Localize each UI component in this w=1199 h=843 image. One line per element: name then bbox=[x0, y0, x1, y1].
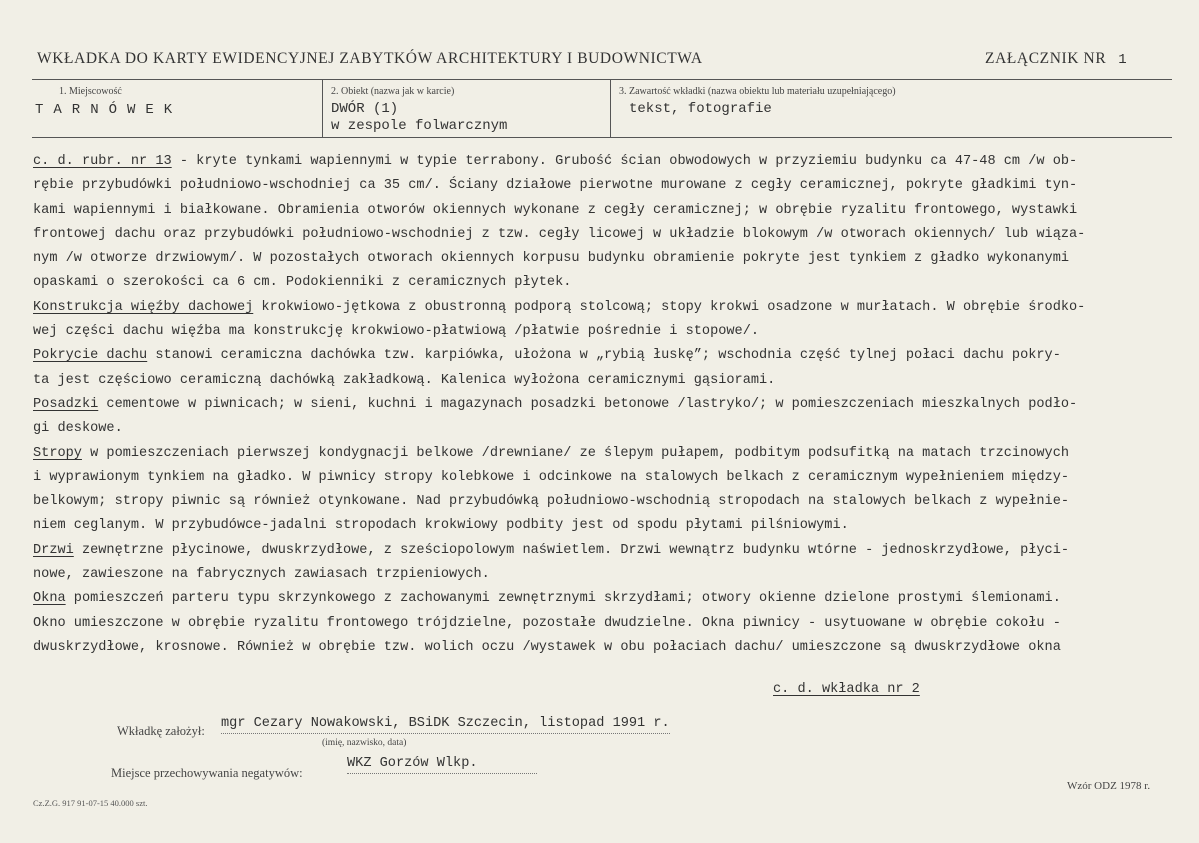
attachment-label: ZAŁĄCZNIK NR bbox=[985, 50, 1107, 67]
text-segment: rębie przybudówki południowo-wschodniej ca 35 cm/. Ściany działowe pierwotne murowane z cegły ceramicznej, pokryte gładkimi tyn- bbox=[33, 178, 1078, 194]
text-segment: ta jest częściowo ceramiczną dachówką zakładkową. Kalenica wyłożona ceramicznymi gąsiorami. bbox=[33, 372, 776, 388]
attachment-number-value: 1 bbox=[1118, 52, 1128, 68]
field-object-value-line1: DWÓR (1) bbox=[331, 101, 399, 117]
negatives-value: WKZ Gorzów Wlkp. bbox=[347, 756, 537, 774]
text-segment: nym /w otworze drzwiowym/. W pozostałych otworach okiennych korpusu budynku obramienie pokryte jest tynkiem z gładko wykonanymi bbox=[33, 251, 1070, 267]
text-line bbox=[33, 587, 1183, 611]
text-segment: Okno umieszczone w obrębie ryzalitu frontowego trójdzielne, pozostałe dwudzielne. Okna piwnicy - usytuowane w obrębie cokołu - bbox=[33, 615, 1061, 631]
field-location-value: TARNÓWEK bbox=[35, 102, 183, 118]
text-segment: krokwiowo-jętkowa z obustronną podporą stolcową; stopy krokwi osadzone w murłatach. W obrębie środko- bbox=[253, 299, 1086, 315]
text-segment: w pomieszczeniach pierwszej kondygnacji belkowe /drewniane/ ze ślepym pułapem, podbitym podsufitką na matach trzcinowych bbox=[81, 445, 1070, 461]
text-line bbox=[33, 539, 1183, 563]
section-heading: Konstrukcja więźby dachowej bbox=[33, 299, 254, 315]
text-segment: frontowej dachu oraz przybudówki południowo-wschodniej z tzw. cegły licowej w układzie blokowym /w otworach okiennych/ lub wiąza- bbox=[33, 226, 1086, 242]
section-heading: Drzwi bbox=[33, 542, 74, 558]
text-segment: cementowe w piwnicach; w sieni, kuchni i magazynach posadzki betonowe /lastryko/; w pomieszczeniach mieszkalnych podło- bbox=[98, 396, 1078, 412]
field-contents bbox=[610, 80, 1173, 137]
text-segment: - kryte tynkami wapiennymi w typie terrabony. Grubość ścian obwodowych w przyziemiu budynku ca 47-48 cm /w ob- bbox=[171, 154, 1078, 169]
form-title: WKŁADKA DO KARTY EWIDENCYJNEJ ZABYTKÓW ARCHITEKTURY I BUDOWNICTWA bbox=[37, 50, 703, 67]
text-segment: wej części dachu więźba ma konstrukcję krokwiowo-płatwiową /płatwie pośrednie i stopowe/. bbox=[33, 324, 760, 340]
text-line bbox=[33, 514, 1183, 538]
attachment-number bbox=[985, 50, 1127, 68]
section-heading: Okna bbox=[33, 591, 66, 607]
text-segment: dwuskrzydłowe, krosnowe. Również w obrębie tzw. wolich oczu /wystawek w obu połaciach dachu/ umieszczone są dwuskrzydłowe okna bbox=[33, 639, 1061, 655]
text-segment: zewnętrzne płycinowe, dwuskrzydłowe, z sześciopolowym naświetlem. Drzwi wewnątrz budynku wtórne - jednoskrzydłowe, płyci- bbox=[73, 542, 1070, 558]
text-segment: kami wapiennymi i białkowane. Obramienia otworów okiennych wykonane z cegły ceramicznej; w obrębie ryzalitu frontowego, wystawki bbox=[33, 202, 1078, 218]
text-line bbox=[33, 442, 1183, 466]
field-contents-value: tekst, fotografie bbox=[629, 101, 772, 117]
text-line bbox=[33, 223, 1183, 247]
text-line bbox=[33, 612, 1183, 636]
text-line bbox=[33, 271, 1183, 295]
section-heading: c. d. rubr. nr 13 bbox=[33, 154, 172, 169]
field-object-value-line2: w zespole folwarcznym bbox=[331, 118, 508, 134]
text-line bbox=[33, 296, 1183, 320]
field-location bbox=[32, 80, 322, 137]
text-line bbox=[33, 417, 1183, 441]
text-segment: pomieszczeń parteru typu skrzynkowego z zachowanymi zewnętrznymi skrzydłami; otwory okienne dzielone prostymi ślemionami. bbox=[65, 591, 1061, 607]
text-line bbox=[33, 174, 1183, 198]
field-contents-label: 3. Zawartość wkładki (nazwa obiektu lub materiału uzupełniającego) bbox=[619, 86, 896, 97]
text-line bbox=[33, 320, 1183, 344]
author-value: mgr Cezary Nowakowski, BSiDK Szczecin, listopad 1991 r. bbox=[221, 716, 670, 734]
continuation-note: c. d. wkładka nr 2 bbox=[773, 682, 920, 697]
print-info: Cz.Z.G. 917 91-07-15 40.000 szt. bbox=[33, 798, 148, 808]
text-line bbox=[33, 247, 1183, 271]
header-fields bbox=[32, 79, 1172, 138]
author-label: Wkładkę założył: bbox=[117, 724, 205, 738]
text-line bbox=[33, 636, 1183, 660]
text-line bbox=[33, 199, 1183, 223]
text-segment: stanowi ceramiczna dachówka tzw. karpiówka, ułożona w „rybią łuskę”; wschodnia część tylnej połaci dachu pokry- bbox=[147, 348, 1061, 364]
form-version: Wzór ODZ 1978 r. bbox=[1067, 780, 1151, 792]
text-segment: niem ceglanym. W przybudówce-jadalni stropodach krokwiowy podbity jest od spodu płytami pilśniowymi. bbox=[33, 518, 849, 534]
field-object-label: 2. Obiekt (nazwa jak w karcie) bbox=[331, 86, 455, 97]
section-heading: Posadzki bbox=[33, 396, 99, 412]
text-segment: i wyprawionym tynkiem na gładko. W piwnicy stropy kolebkowe i odcinkowe na stalowych belkach z ceramicznym wypełnieniem między- bbox=[33, 469, 1070, 485]
text-line bbox=[33, 369, 1183, 393]
text-segment: gi deskowe. bbox=[33, 421, 123, 437]
text-segment: opaskami o szerokości ca 6 cm. Podokienniki z ceramicznych płytek. bbox=[33, 275, 572, 291]
text-line bbox=[33, 344, 1183, 368]
field-location-label: 1. Miejscowość bbox=[59, 86, 122, 97]
negatives-label: Miejsce przechowywania negatywów: bbox=[111, 766, 303, 780]
section-heading: Pokrycie dachu bbox=[33, 348, 148, 364]
text-line bbox=[33, 393, 1183, 417]
text-line bbox=[33, 466, 1183, 490]
text-line bbox=[33, 490, 1183, 514]
text-line bbox=[33, 563, 1183, 587]
text-segment: belkowym; stropy piwnic są również otynkowane. Nad przybudówką południowo-wschodnią stropodach na stalowych belkach z wypełnie- bbox=[33, 494, 1070, 510]
field-object bbox=[322, 80, 611, 137]
author-sublabel: (imię, nazwisko, data) bbox=[322, 738, 407, 748]
section-heading: Stropy bbox=[33, 445, 82, 461]
text-line bbox=[33, 150, 1183, 174]
text-segment: nowe, zawieszone na fabrycznych zawiasach trzpieniowych. bbox=[33, 567, 490, 583]
description-text bbox=[33, 150, 1183, 660]
